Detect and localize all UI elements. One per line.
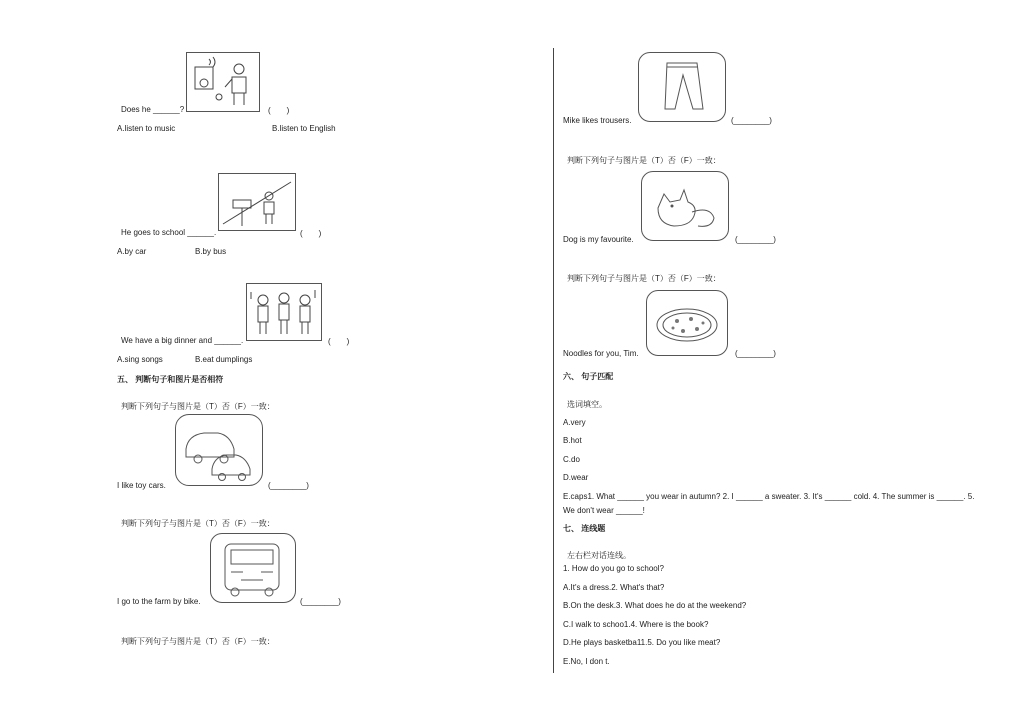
q2-option-b[interactable]: B.by bus xyxy=(195,247,227,256)
picture-pizza xyxy=(646,290,728,356)
j2-sentence: I go to the farm by bike. xyxy=(117,597,201,606)
word-option: B.hot xyxy=(563,436,582,445)
j1-sentence: I like toy cars. xyxy=(117,481,166,490)
fill-in-sentences-line-2: We don't wear ______! xyxy=(563,506,645,515)
q1-answer-bracket[interactable]: ( ) xyxy=(268,106,290,115)
fill-in-sentences-line-1: E.caps1. What ______ you wear in autumn? 2. I ______ a sweater. 3. It's ______ cold. 4. The summer is ______. 5. xyxy=(563,492,975,501)
picture-trousers xyxy=(638,52,726,122)
word-option: C.do xyxy=(563,455,580,464)
q3-option-a[interactable]: A.sing songs xyxy=(117,355,163,364)
section7-instruction: 左右栏对话连线。 xyxy=(567,551,631,560)
j5-sentence: Noodles for you, Tim. xyxy=(563,349,639,358)
match-line: 1. How do you go to school? xyxy=(563,564,664,573)
kids-singing-illustration xyxy=(247,284,321,340)
section5-instruction-2: 判断下列句子与图片是（T）否（F）一致： xyxy=(121,519,275,528)
section5-title: 五、 判断句子和图片是否相符 xyxy=(117,375,224,384)
trousers-illustration xyxy=(639,53,725,121)
j2-answer-blank[interactable]: (________) xyxy=(300,597,341,606)
bus-illustration xyxy=(211,534,295,602)
j1-answer-blank[interactable]: (________) xyxy=(268,481,309,490)
column-divider xyxy=(553,48,554,673)
bus-stop-illustration xyxy=(219,174,295,230)
picture-bus-stop xyxy=(218,173,296,231)
q2-answer-bracket[interactable]: ( ) xyxy=(300,229,322,238)
match-line: E.No, I don t. xyxy=(563,657,610,666)
section6-instruction: 选词填空。 xyxy=(567,400,607,409)
match-line: D.He plays basketba11.5. Do you like meat? xyxy=(563,638,721,647)
right-instruction-1: 判断下列句子与图片是（T）否（F）一致： xyxy=(567,156,721,165)
listening-illustration xyxy=(187,53,259,111)
right-instruction-2: 判断下列句子与图片是（T）否（F）一致： xyxy=(567,274,721,283)
section7-title: 七、 连线题 xyxy=(563,524,606,533)
j5-answer-blank[interactable]: (________) xyxy=(735,349,776,358)
section6-title: 六、 句子匹配 xyxy=(563,372,614,381)
fox-illustration xyxy=(642,172,728,240)
q2-sentence: He goes to school ______. xyxy=(121,228,217,237)
match-line: A.It's a dress.2. What's that? xyxy=(563,583,665,592)
q1-option-a[interactable]: A.listen to music xyxy=(117,124,176,133)
picture-toy-cars xyxy=(175,414,263,486)
j3-answer-blank[interactable]: (________) xyxy=(731,116,772,125)
picture-listening xyxy=(186,52,260,112)
pizza-illustration xyxy=(647,291,727,355)
q1-sentence: Does he ______? xyxy=(121,105,185,114)
j4-sentence: Dog is my favourite. xyxy=(563,235,634,244)
q1-option-b[interactable]: B.listen to English xyxy=(272,124,336,133)
q2-option-a[interactable]: A.by car xyxy=(117,247,147,256)
q3-option-b[interactable]: B.eat dumplings xyxy=(195,355,253,364)
j3-sentence: Mike likes trousers. xyxy=(563,116,632,125)
q3-sentence: We have a big dinner and ______. xyxy=(121,336,244,345)
q3-answer-bracket[interactable]: ( ) xyxy=(328,337,350,346)
picture-fox xyxy=(641,171,729,241)
j4-answer-blank[interactable]: (________) xyxy=(735,235,776,244)
section5-instruction-1: 判断下列句子与图片是（T）否（F）一致： xyxy=(121,402,275,411)
word-option: A.very xyxy=(563,418,586,427)
picture-kids-singing xyxy=(246,283,322,341)
picture-bus xyxy=(210,533,296,603)
section5-instruction-3: 判断下列句子与图片是（T）否（F）一致： xyxy=(121,637,275,646)
match-line: B.On the desk.3. What does he do at the weekend? xyxy=(563,601,747,610)
match-line: C.I walk to schoo1.4. Where is the book? xyxy=(563,620,709,629)
toy-cars-illustration xyxy=(176,415,262,485)
word-option: D.wear xyxy=(563,473,589,482)
